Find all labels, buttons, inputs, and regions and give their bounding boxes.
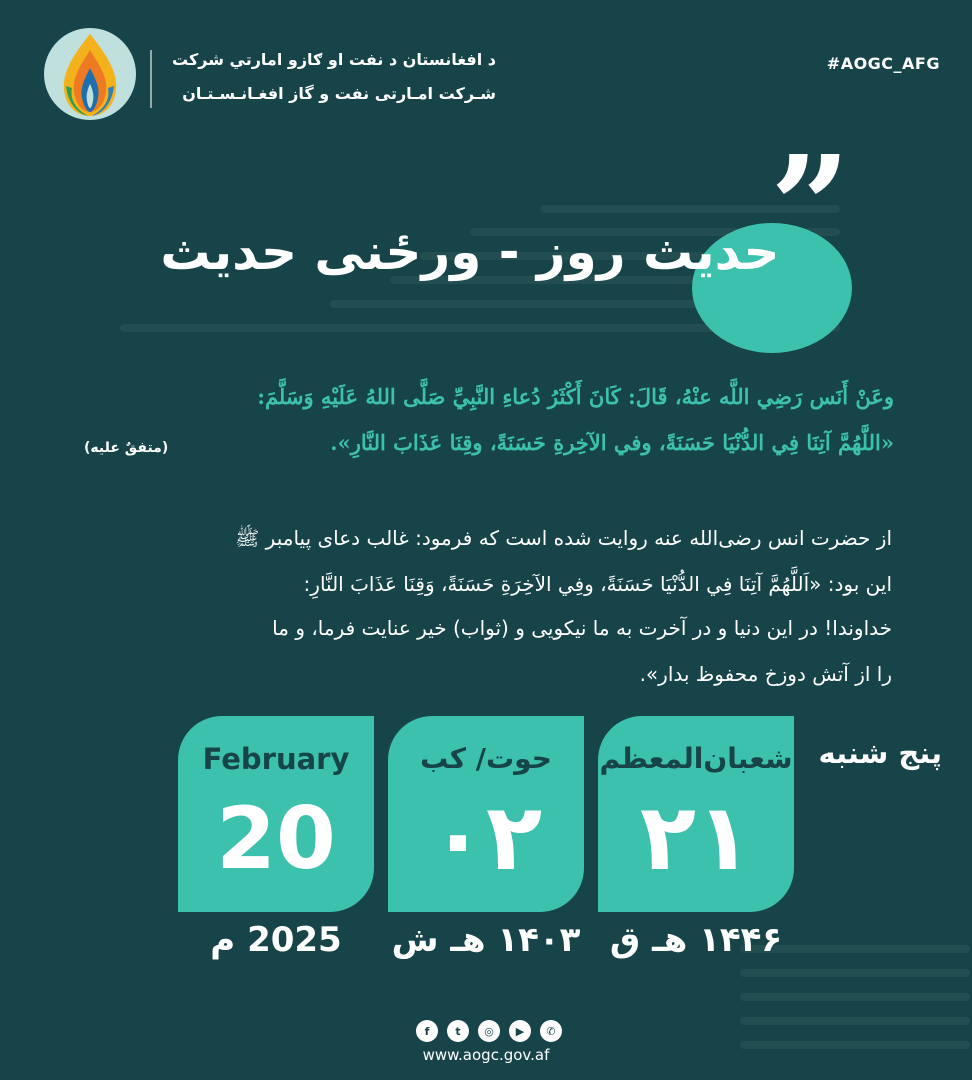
lunar-date-card	[598, 716, 794, 912]
gregorian-date-card	[178, 716, 374, 912]
solar-day: ۰۲	[429, 784, 543, 891]
lunar-year: ۱۴۴۶ هـ ق	[609, 920, 783, 960]
whatsapp-icon[interactable]: ✆	[540, 1020, 562, 1042]
weekday: پنج شنبه	[818, 736, 942, 770]
facebook-icon[interactable]: f	[416, 1020, 438, 1042]
header-divider	[150, 50, 152, 108]
twitter-icon[interactable]: t	[447, 1020, 469, 1042]
solar-date-card	[388, 716, 584, 912]
flame-logo-icon	[44, 28, 136, 120]
translation-line-1: از حضرت انس رضی‌الله عنه روایت شده است که فرمود: غالب دعای پیامبر ﷺ	[235, 526, 892, 550]
translation-line-2: این بود: «اَللَّهُمَّ آتِنَا فِي الدُّنْيَا حَسَنَةً، وفِي الآخِرَةِ حَسَنَةً، وَقِنَا عَذَابَ النَّارِ:	[303, 572, 892, 596]
gregorian-year: 2025 م	[210, 920, 342, 960]
translation-line-3: خداوندا! در این دنیا و در آخرت به ما نیکویی و (ثواب) خیر عنایت فرما، و ما	[272, 616, 892, 640]
solar-month: حوت/ کب	[420, 742, 552, 775]
lunar-day: ۲۱	[639, 784, 753, 891]
company-name-pashto: د افغانستان د نفت او ګازو امارتي شرکت	[172, 50, 496, 69]
quote-mark-icon: ”	[770, 126, 851, 290]
solar-year: ۱۴۰۳ هـ ش	[391, 920, 581, 960]
gregorian-day: 20	[216, 789, 336, 889]
gregorian-month: February	[202, 742, 350, 776]
hadith-arabic-line-2: «اللَّهُمَّ آتِنَا فِي الدُّنْيَا حَسَنَةً، وفي الآخِرةِ حَسَنَةً، وقِنَا عَذَابَ النَّارِ».	[330, 430, 894, 455]
lunar-month: شعبان‌المعظم	[599, 742, 793, 775]
page-title: حدیث روز - ورځنی حدیث	[160, 223, 780, 281]
hashtag: #AOGC_AFG	[826, 54, 940, 73]
hadith-arabic-line-1: وعَنْ أَنَس رَضِي اللَّه عنْهُ، قَالَ: كَانَ أَكْثَرُ دُعاءِ النَّبِيِّ صَلَّى اللهُ عَلَيْهِ وَسَلَّمَ:	[257, 384, 894, 409]
social-links	[416, 1020, 562, 1042]
company-name-dari: شـرکت امـارتی نفت و گاز افغـانـسـتـان	[182, 84, 496, 103]
hadith-source: (متفقٌ علیه)	[84, 440, 169, 456]
translation-line-4: را از آتش دوزخ محفوظ بدار».	[639, 662, 892, 686]
dribbble-icon[interactable]: ◎	[478, 1020, 500, 1042]
youtube-icon[interactable]: ▶	[509, 1020, 531, 1042]
website-link[interactable]: www.aogc.gov.af	[422, 1046, 550, 1064]
